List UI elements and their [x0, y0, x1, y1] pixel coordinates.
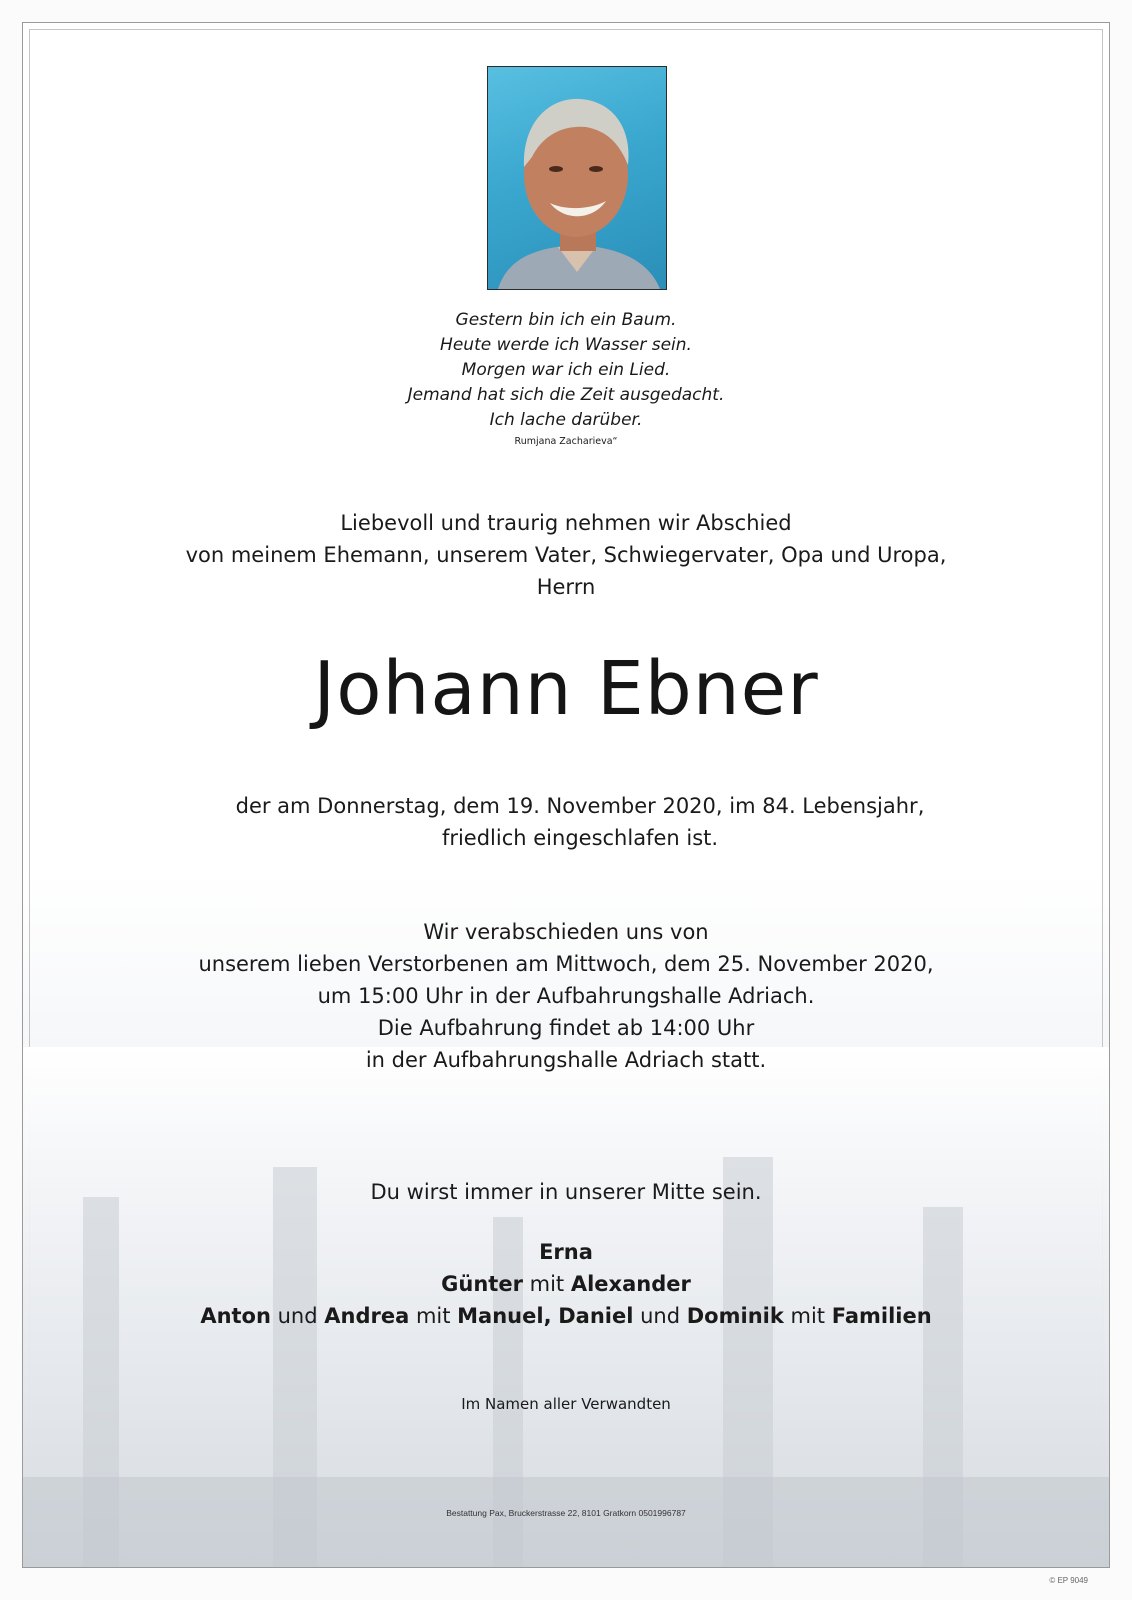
portrait-photo: [487, 66, 667, 290]
family-connector: mit: [409, 1304, 458, 1328]
poem-line: Ich lache darüber.: [489, 410, 643, 430]
closing-line: Du wirst immer in unserer Mitte sein.: [370, 1180, 762, 1204]
farewell-line: Die Aufbahrung findet ab 14:00 Uhr: [377, 1016, 755, 1040]
deceased-name: Johann Ebner: [313, 646, 819, 732]
funeral-home-footer: Bestattung Pax, Bruckerstrasse 22, 8101 Gratkorn 0501996787: [446, 1508, 686, 1518]
family-name: Dominik: [686, 1304, 784, 1328]
family-name: Alexander: [570, 1272, 691, 1296]
family-connector: und: [633, 1304, 687, 1328]
poem-line: Morgen war ich ein Lied.: [461, 360, 671, 380]
family-line: [0, 1300, 1132, 1332]
poem-line: Jemand hat sich die Zeit ausgedacht.: [407, 385, 725, 405]
poem: [0, 308, 1132, 433]
family-connector: mit: [783, 1304, 832, 1328]
intro-line: Herrn: [536, 575, 596, 599]
farewell-details: [0, 916, 1132, 1076]
family-name: Andrea: [324, 1304, 410, 1328]
intro-line: Liebevoll und traurig nehmen wir Abschied: [340, 511, 792, 535]
death-notice: [14, 790, 1132, 854]
farewell-line: um 15:00 Uhr in der Aufbahrungshalle Adriach.: [317, 984, 815, 1008]
family-name: Familien: [831, 1304, 932, 1328]
poem-line: Heute werde ich Wasser sein.: [440, 335, 692, 355]
family-line: [0, 1236, 1132, 1268]
family-connector: und: [270, 1304, 325, 1328]
portrait-figure: [488, 67, 666, 289]
intro-text: [0, 507, 1132, 603]
death-notice-line: friedlich eingeschlafen ist.: [441, 826, 719, 850]
family-name: Günter: [441, 1272, 523, 1296]
family-name: Anton: [200, 1304, 271, 1328]
family-name: Erna: [539, 1240, 593, 1264]
template-code: © EP 9049: [1049, 1576, 1088, 1585]
poem-author: Rumjana Zacharieva“: [514, 436, 618, 447]
family-line: [0, 1268, 1132, 1300]
family-name: Manuel,: [457, 1304, 552, 1328]
relatives-line: Im Namen aller Verwandten: [461, 1395, 671, 1413]
family-signatures: [0, 1236, 1132, 1332]
farewell-line: Wir verabschieden uns von: [423, 920, 709, 944]
family-name: Daniel: [558, 1304, 634, 1328]
farewell-line: in der Aufbahrungshalle Adriach statt.: [365, 1048, 767, 1072]
farewell-line: unserem lieben Verstorbenen am Mittwoch, dem 25. November 2020,: [198, 952, 934, 976]
family-connector: mit: [522, 1272, 571, 1296]
death-notice-line: der am Donnerstag, dem 19. November 2020, im 84. Lebensjahr,: [235, 794, 925, 818]
poem-line: Gestern bin ich ein Baum.: [455, 310, 677, 330]
intro-line: von meinem Ehemann, unserem Vater, Schwiegervater, Opa und Uropa,: [185, 543, 947, 567]
